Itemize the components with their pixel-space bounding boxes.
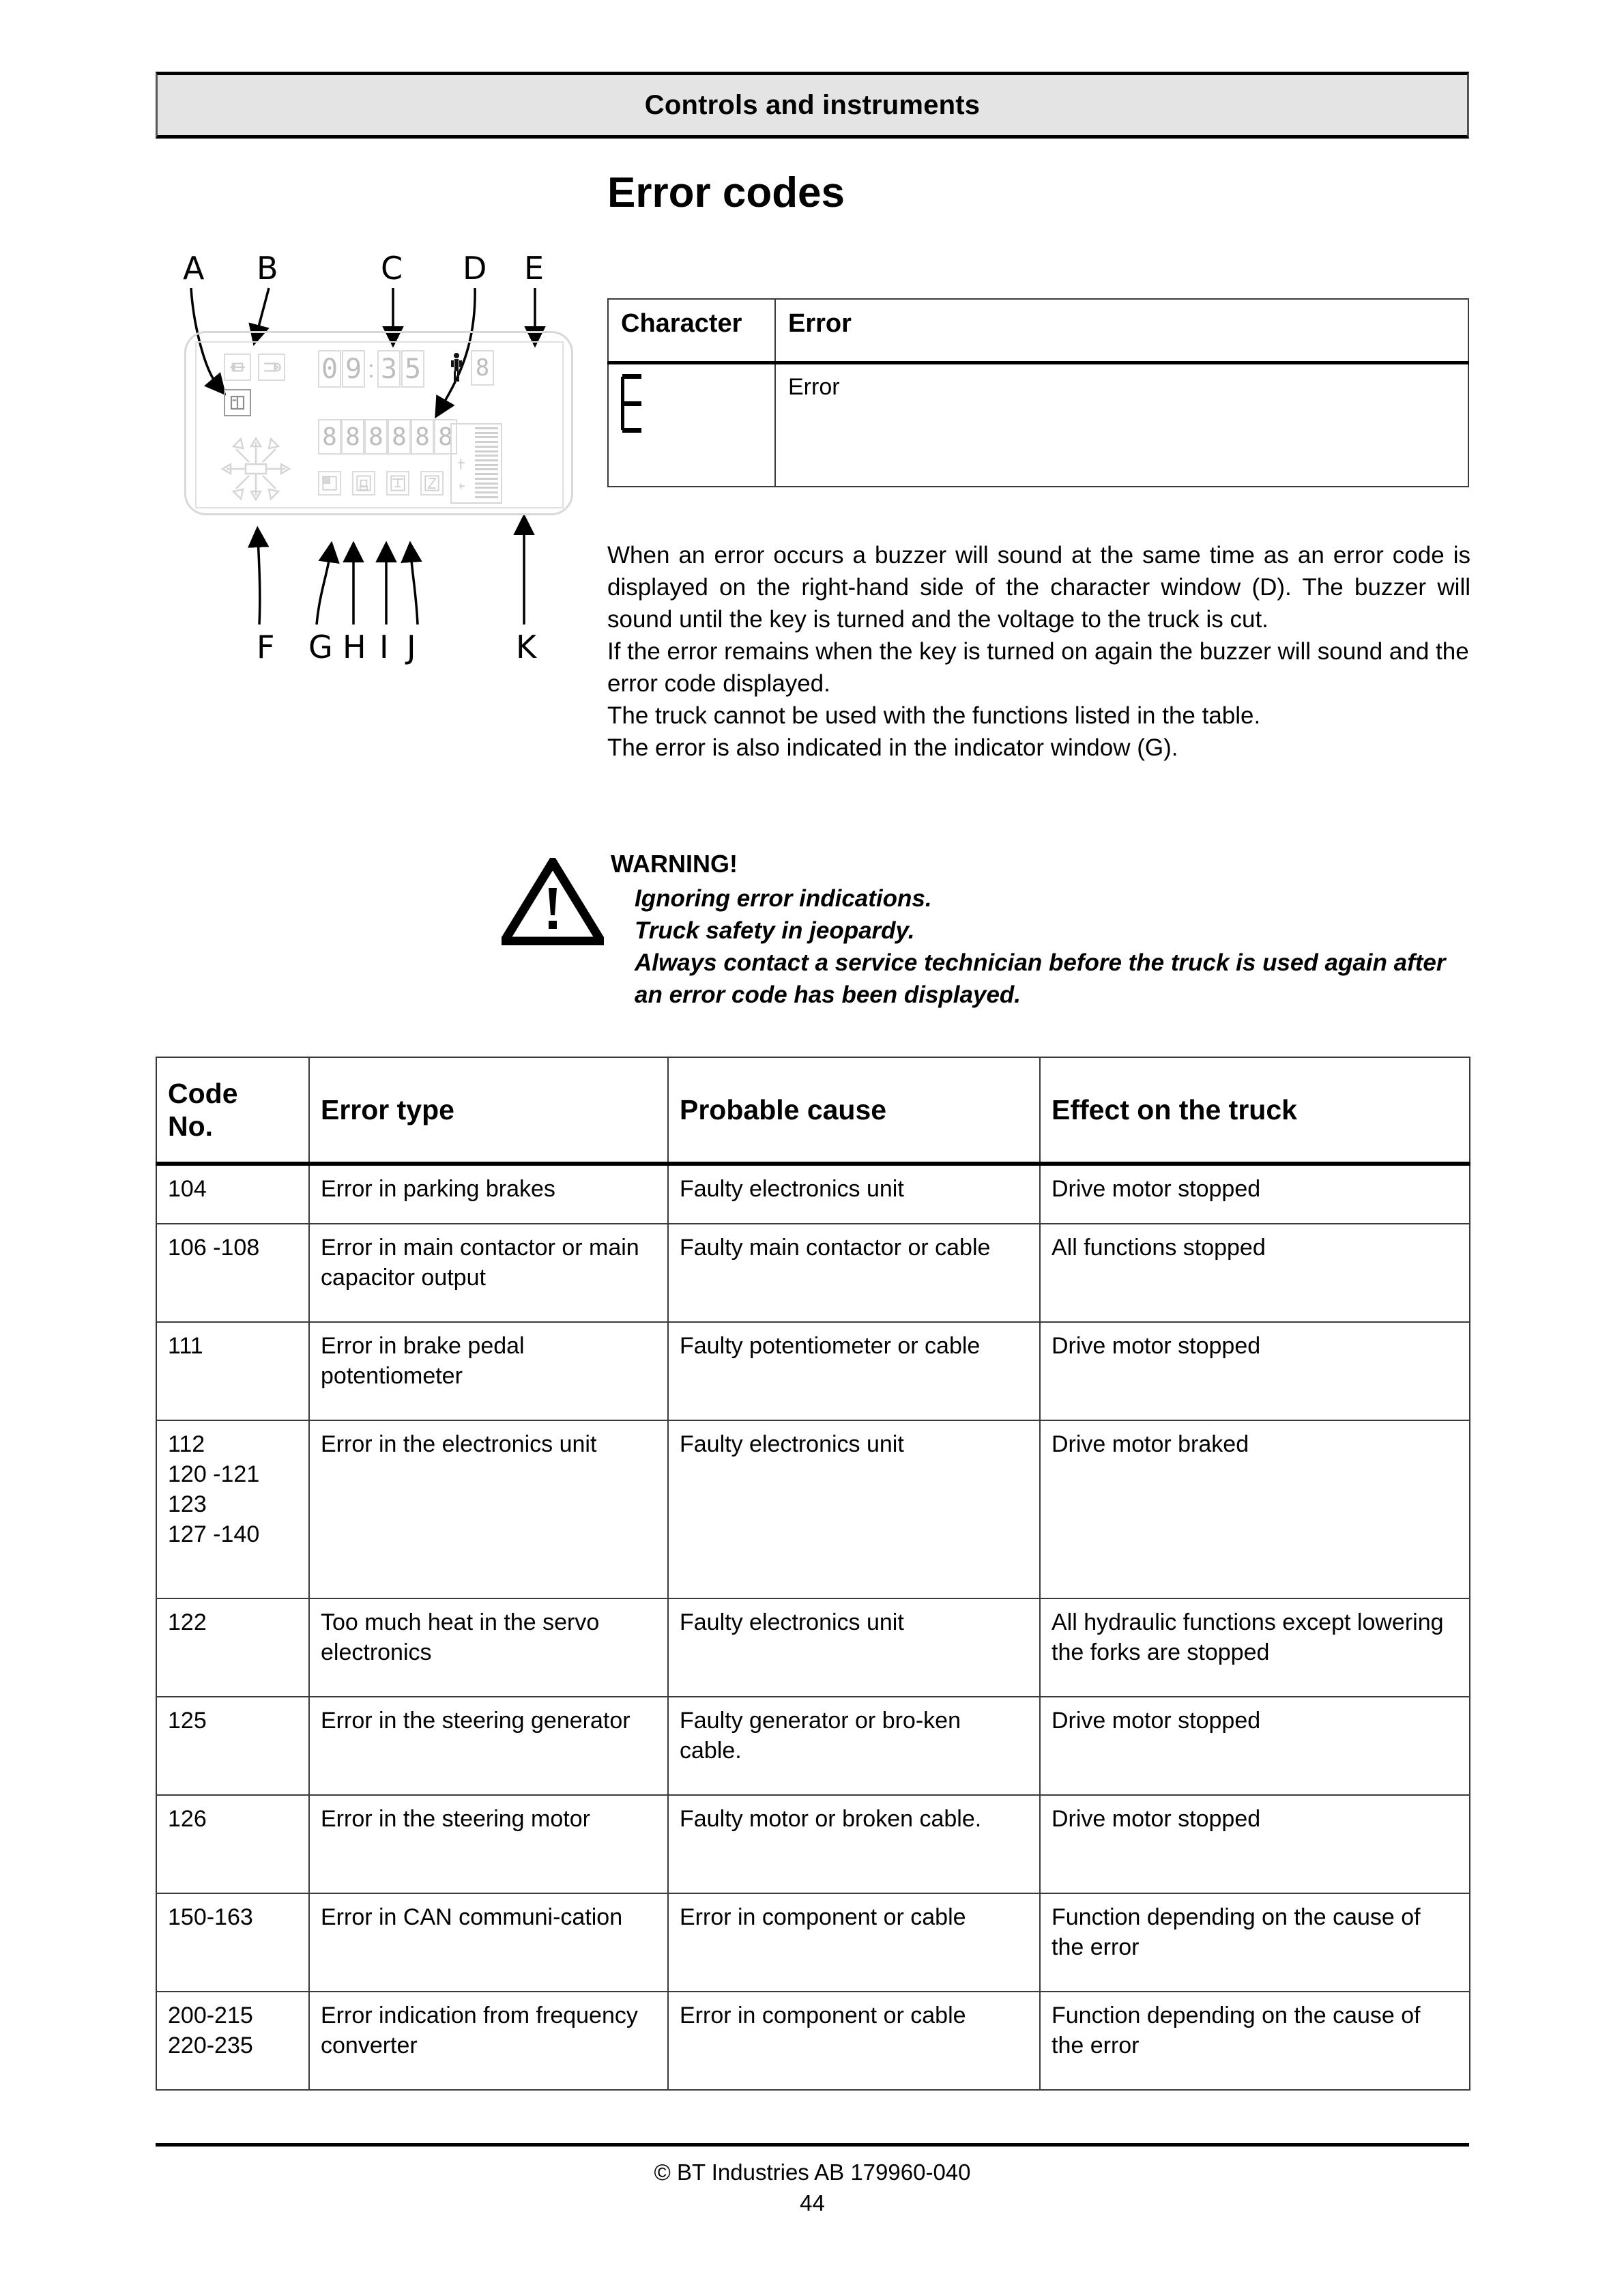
cell-probable-cause: Faulty motor or broken cable. xyxy=(668,1795,1040,1893)
cell-code-no xyxy=(156,1697,309,1795)
code-line: 106 -108 xyxy=(168,1235,260,1261)
warning-line-2: Truck safety in jeopardy. xyxy=(635,917,915,944)
callout-label-h: H xyxy=(343,629,366,665)
cell-code-no xyxy=(156,1795,309,1893)
table-row xyxy=(156,1893,1470,1992)
cell-code-no xyxy=(156,1598,309,1697)
cell-error-type: Error in the electronics unit xyxy=(309,1420,668,1598)
callout-label-k: K xyxy=(516,629,537,665)
cell-probable-cause: Error in component or cable xyxy=(668,1893,1040,1992)
warning-line-1: Ignoring error indications. xyxy=(635,885,932,912)
cell-effect: All hydraulic functions except lowering the forks are stopped xyxy=(1040,1598,1470,1697)
footer-page-number: 44 xyxy=(800,2190,825,2215)
code-line: 150-163 xyxy=(168,1904,253,1930)
character-window-digit: 8 xyxy=(434,419,457,455)
cell-effect: Drive motor braked xyxy=(1040,1420,1470,1598)
body-text-block xyxy=(607,539,1470,764)
cell-error-type: Error indication from frequency converter xyxy=(309,1992,668,2090)
operator-icon xyxy=(449,352,464,382)
lcd-clock-window xyxy=(318,350,424,388)
clock-digit-1: 0 xyxy=(318,350,341,388)
cell-code-no xyxy=(156,1420,309,1598)
cell-code-no xyxy=(156,1893,309,1992)
mast-icon xyxy=(386,471,409,496)
cell-error-type: Error in brake pedal potentiometer xyxy=(309,1322,668,1420)
clock-digit-3: 3 xyxy=(377,350,401,388)
cell-probable-cause: Faulty electronics unit xyxy=(668,1420,1040,1598)
callout-label-e: E xyxy=(524,250,545,287)
warning-line-3: Always contact a service technician before the truck is used again after an error code has been displayed. xyxy=(635,949,1446,1008)
cell-code-no xyxy=(156,1992,309,2090)
cell-probable-cause: Faulty electronics unit xyxy=(668,1598,1040,1697)
callout-label-a: A xyxy=(183,250,205,287)
warning-text-body xyxy=(611,850,1470,1011)
cell-error-type: Error in the steering motor xyxy=(309,1795,668,1893)
col-header-code-line-2: No. xyxy=(168,1110,214,1142)
table-row xyxy=(156,1164,1470,1224)
fork-tilt-icon xyxy=(224,354,251,381)
code-line: 123 xyxy=(168,1491,207,1517)
cell-effect: All functions stopped xyxy=(1040,1224,1470,1322)
page-running-header xyxy=(156,72,1469,139)
display-figure xyxy=(156,250,606,676)
callout-label-j: J xyxy=(407,629,416,665)
callout-label-c: C xyxy=(381,250,403,287)
seat-icon xyxy=(352,471,375,496)
footer-copyright: © BT Industries AB 179960-040 xyxy=(654,2159,971,2185)
character-window-digit: 8 xyxy=(411,419,434,455)
col-header-code-line-1: Code xyxy=(168,1078,238,1109)
callout-label-f: F xyxy=(257,629,275,665)
code-line: 127 -140 xyxy=(168,1521,260,1547)
page-title: Error codes xyxy=(607,169,845,216)
cell-probable-cause: Faulty potentiometer or cable xyxy=(668,1322,1040,1420)
cell-effect: Function depending on the cause of the error xyxy=(1040,1992,1470,2090)
body-paragraph-3: The truck cannot be used with the functions listed in the table. xyxy=(607,702,1261,729)
page-header-title: Controls and instruments xyxy=(644,89,981,120)
code-line: 220-235 xyxy=(168,2033,253,2058)
callout-label-d: D xyxy=(463,250,487,287)
cell-error-type: Error in the steering generator xyxy=(309,1697,668,1795)
clock-separator: : xyxy=(368,354,375,383)
lcd-bottom-icon-row xyxy=(318,471,444,496)
cell-effect: Function depending on the cause of the error xyxy=(1040,1893,1470,1992)
cell-probable-cause: Faulty generator or bro-ken cable. xyxy=(668,1697,1040,1795)
col-header-code-no xyxy=(156,1057,309,1164)
indicator-window-icon xyxy=(318,471,341,496)
code-line: 120 -121 xyxy=(168,1461,260,1487)
battery-gauge-icon xyxy=(450,423,502,504)
character-glyph-cell xyxy=(608,363,775,487)
error-codes-body xyxy=(156,1164,1470,2090)
character-window-digit: 8 xyxy=(318,419,341,455)
cell-error-type: Error in CAN communi-cation xyxy=(309,1893,668,1992)
footer-divider xyxy=(156,2143,1469,2147)
code-line: 125 xyxy=(168,1708,207,1734)
callout-label-g: G xyxy=(308,629,333,665)
code-line: 111 xyxy=(168,1333,203,1359)
character-table-row xyxy=(608,363,1468,487)
character-table-col-character: Character xyxy=(608,299,775,363)
error-codes-header-row xyxy=(156,1057,1470,1164)
seven-segment-e-icon xyxy=(621,374,641,433)
cell-error-type: Error in main contactor or main capacitor output xyxy=(309,1224,668,1322)
direction-star-icon xyxy=(218,431,293,506)
table-row xyxy=(156,1420,1470,1598)
cell-probable-cause: Error in component or cable xyxy=(668,1992,1040,2090)
cell-code-no xyxy=(156,1164,309,1224)
table-row xyxy=(156,1322,1470,1420)
cell-code-no xyxy=(156,1224,309,1322)
page-footer xyxy=(156,2157,1469,2218)
lcd-icon-group-b xyxy=(224,354,285,381)
code-line: 104 xyxy=(168,1176,207,1202)
fork-position-icon xyxy=(224,389,251,416)
code-line: 200-215 xyxy=(168,2003,253,2028)
warning-triangle-icon xyxy=(502,858,604,945)
col-header-effect: Effect on the truck xyxy=(1040,1057,1470,1164)
character-table-col-error: Error xyxy=(775,299,1468,363)
character-table-header-row xyxy=(608,299,1468,363)
col-header-error-type: Error type xyxy=(309,1057,668,1164)
warning-lines xyxy=(611,882,1470,1011)
error-codes-table xyxy=(156,1057,1470,2091)
indicator-window-e: 8 xyxy=(471,350,494,386)
cell-code-no xyxy=(156,1322,309,1420)
cell-probable-cause: Faulty electronics unit xyxy=(668,1164,1040,1224)
hourglass-icon xyxy=(420,471,444,496)
table-row xyxy=(156,1598,1470,1697)
body-paragraph-2: If the error remains when the key is turned on again the buzzer will sound and the error code displayed. xyxy=(607,638,1469,697)
code-line: 122 xyxy=(168,1609,207,1635)
table-row xyxy=(156,1795,1470,1893)
cell-probable-cause: Faulty main contactor or cable xyxy=(668,1224,1040,1322)
cell-effect: Drive motor stopped xyxy=(1040,1697,1470,1795)
code-line: 112 xyxy=(168,1431,205,1457)
fork-reach-icon xyxy=(258,354,285,381)
table-row xyxy=(156,1697,1470,1795)
cell-effect: Drive motor stopped xyxy=(1040,1164,1470,1224)
battery-bar-stack xyxy=(475,427,498,498)
body-paragraph-4: The error is also indicated in the indicator window (G). xyxy=(607,734,1178,761)
character-window-digit: 8 xyxy=(341,419,364,455)
clock-digit-2: 9 xyxy=(342,350,365,388)
warning-title: WARNING! xyxy=(611,850,738,878)
character-error-table xyxy=(607,298,1469,487)
body-paragraph-1: When an error occurs a buzzer will sound at the same time as an error code is displayed on the right-hand side of the character window (D). The buzzer will sound until the key is turned and the voltage to the truck is cut. xyxy=(607,542,1470,633)
callout-label-b: B xyxy=(257,250,278,287)
col-header-probable-cause: Probable cause xyxy=(668,1057,1040,1164)
callout-label-i: I xyxy=(379,629,389,665)
character-error-description: Error xyxy=(775,363,1468,487)
character-window-digit: 8 xyxy=(388,419,411,455)
character-window-digit: 8 xyxy=(364,419,388,455)
code-line: 126 xyxy=(168,1806,207,1832)
clock-digit-4: 5 xyxy=(401,350,424,388)
cell-error-type: Too much heat in the servo electronics xyxy=(309,1598,668,1697)
table-row xyxy=(156,1224,1470,1322)
table-row xyxy=(156,1992,1470,2090)
cell-effect: Drive motor stopped xyxy=(1040,1322,1470,1420)
cell-error-type: Error in parking brakes xyxy=(309,1164,668,1224)
lcd-character-window xyxy=(318,419,457,455)
cell-effect: Drive motor stopped xyxy=(1040,1795,1470,1893)
